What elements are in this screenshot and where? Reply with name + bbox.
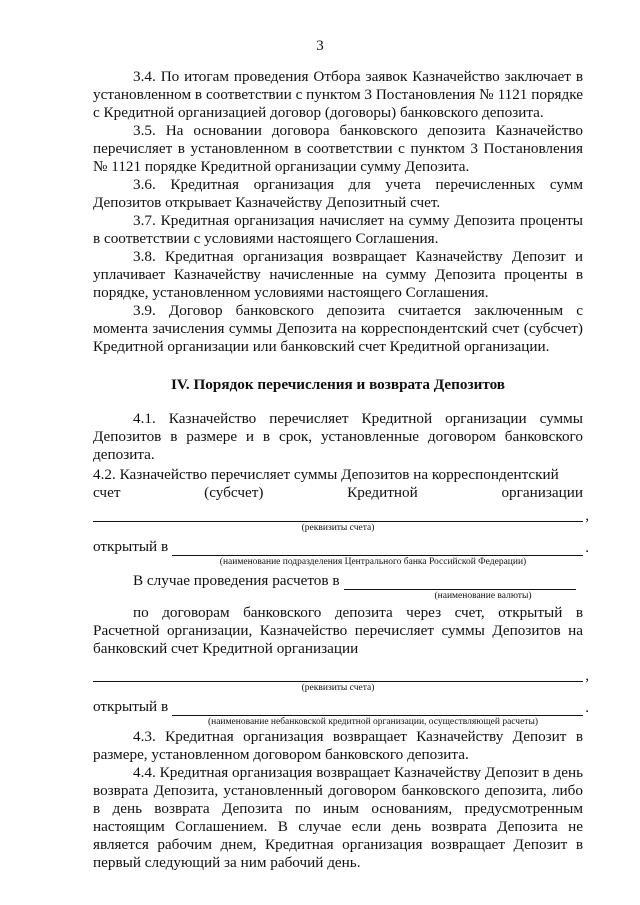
- clause-3-9: 3.9. Договор банковского депозита считается заключенным с момента зачисления суммы Депозита на корреспондентский счет (субсчет) Кредитной организации или банковский счет Кредитной организации.: [93, 302, 583, 355]
- document-body: [93, 68, 589, 872]
- caption-account-details-2: (реквизиты счета): [301, 683, 375, 693]
- clause-4-2-continuation: по договорам банковского депозита через счет, открытый в Расчетной организации, Казначейство перечисляет суммы Депозитов на банковский счет Кредитной организации: [93, 604, 583, 657]
- opened-in-row-2: [93, 698, 589, 716]
- clause-4-1: 4.1. Казначейство перечисляет Кредитной организации суммы Депозитов в размере и в срок, установленные договором банковского депозита.: [93, 410, 583, 463]
- clause-3-8: 3.8. Кредитная организация возвращает Казначейству Депозит и уплачивает Казначейству начисленные на сумму Депозита проценты в порядке, установленном условиями настоящего Соглашения.: [93, 248, 583, 301]
- caption-account-details-1: (реквизиты счета): [301, 523, 375, 533]
- clause-4-2-line1: 4.2. Казначейство перечисляет суммы Депозитов на корреспондентский: [93, 466, 559, 483]
- clause-4-2-line2: счет (субсчет) Кредитной организации: [93, 484, 583, 501]
- account-details-line-1[interactable]: ,: [93, 508, 583, 522]
- clause-3-4: 3.4. По итогам проведения Отбора заявок Казначейство заключает в установленном в соответствии с пунктом 3 Постановления № 1121 порядке с Кредитной организацией договор (договоры) банковского депозита.: [93, 68, 583, 121]
- currency-line[interactable]: [344, 575, 576, 590]
- caption-cbr-branch: (наименование подразделения Центрального банка Российской Федерации): [219, 557, 527, 567]
- clause-4-3: 4.3. Кредитная организация возвращает Казначейству Депозит в размере, установленном договором банковского депозита.: [93, 728, 583, 763]
- clause-3-5: 3.5. На основании договора банковского депозита Казначейство перечисляет в установленном в соответствии с пунктом 3 Постановления № 1121 порядке Кредитной организации сумму Депозита.: [93, 122, 583, 175]
- clause-4-4: 4.4. Кредитная организация возвращает Казначейству Депозит в день возврата Депозита, установленный договором банковского депозита, либо в день возврата Депозита по иным основаниям, предусмотренным настоящим Соглашением. В случае если день возврата Депозита не является рабочим днем, Кредитная организация возвращает Депозит в первый следующий за ним рабочий день.: [93, 764, 583, 871]
- account-details-line-2[interactable]: ,: [93, 668, 583, 682]
- caption-nonbank-org: (наименование небанковской кредитной организации, осуществляющей расчеты): [207, 717, 539, 727]
- cbr-branch-line[interactable]: .: [172, 541, 583, 556]
- opened-in-label-2: открытый в: [93, 698, 169, 715]
- section-4-heading: IV. Порядок перечисления и возврата Депозитов: [170, 376, 506, 393]
- caption-currency: (наименование валюты): [434, 591, 532, 601]
- opened-in-row-1: [93, 538, 589, 556]
- opened-in-label-1: открытый в: [93, 538, 169, 555]
- clause-3-7: 3.7. Кредитная организация начисляет на сумму Депозита проценты в соответствии с условиями настоящего Соглашения.: [93, 212, 583, 247]
- clause-3-6: 3.6. Кредитная организация для учета перечисленных сумм Депозитов открывает Казначейству Депозитный счет.: [93, 176, 583, 211]
- currency-row: [93, 572, 583, 590]
- currency-label: В случае проведения расчетов в: [133, 572, 340, 589]
- nonbank-org-line[interactable]: .: [172, 701, 583, 716]
- page-number: 3: [316, 38, 324, 54]
